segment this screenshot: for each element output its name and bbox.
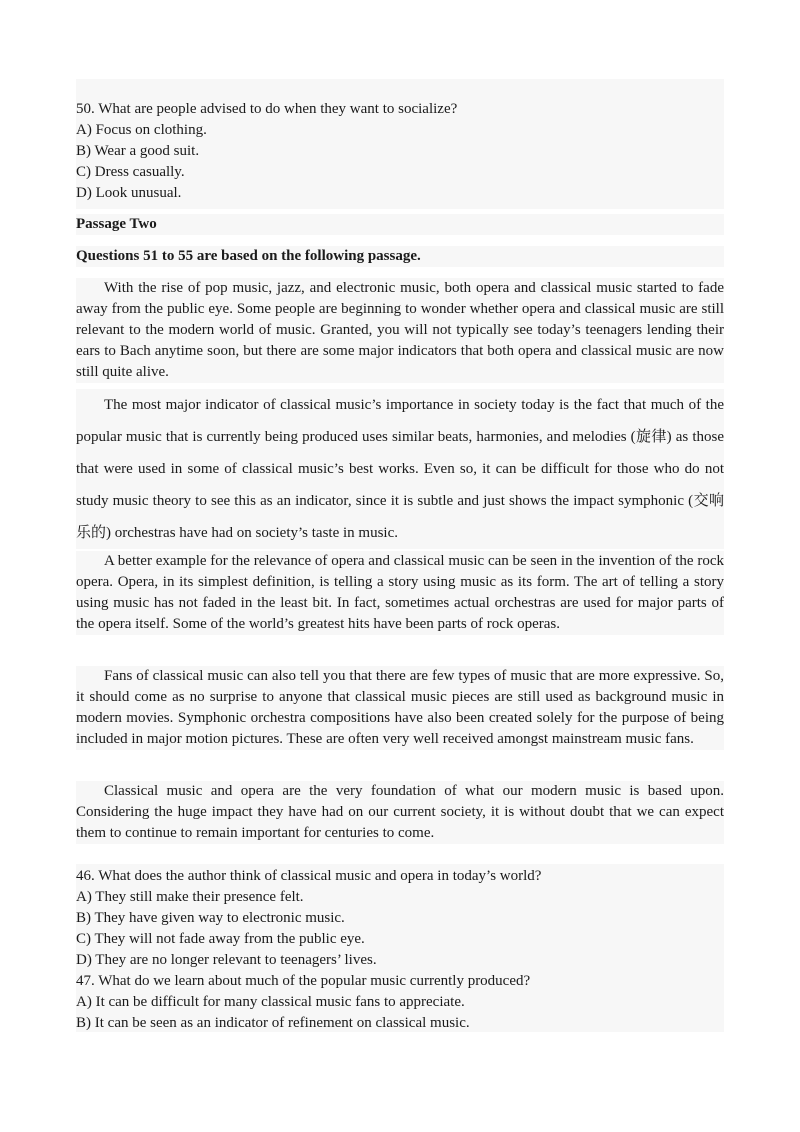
question-46-stem: 46. What does the author think of classical music and opera in today’s world?	[76, 868, 542, 884]
passage-paragraph-5: Classical music and opera are the very foundation of what our modern music is based upon. Considering the huge impact they have had on our current society, it is without doubt that we can expect them to continue to remain important for centuries to come.	[76, 781, 724, 844]
question-47-option-a: A) It can be difficult for many classical music fans to appreciate.	[76, 994, 465, 1010]
question-50-option-c: C) Dress casually.	[76, 164, 185, 180]
question-47-stem: 47. What do we learn about much of the popular music currently produced?	[76, 973, 531, 989]
question-50-option-b: B) Wear a good suit.	[76, 143, 200, 159]
question-46-option-b: B) They have given way to electronic music.	[76, 910, 345, 926]
question-50-option-a: A) Focus on clothing.	[76, 122, 207, 138]
question-50-option-d: D) Look unusual.	[76, 185, 182, 201]
questions-46-47-block	[76, 864, 724, 1032]
question-50-stem: 50. What are people advised to do when they want to socialize?	[76, 101, 458, 117]
question-47-option-b: B) It can be seen as an indicator of refinement on classical music.	[76, 1015, 470, 1031]
passage-instruction: Questions 51 to 55 are based on the following passage.	[76, 246, 724, 267]
passage-paragraph-3: A better example for the relevance of opera and classical music can be seen in the invention of the rock opera. Opera, in its simplest definition, is telling a story using music as its form. The art of telling a story using music has not faded in the least bit. In fact, sometimes actual orchestras are used for major parts of the opera itself. Some of the world’s greatest hits have been parts of rock operas.	[76, 551, 724, 635]
passage-paragraph-2: The most major indicator of classical music’s importance in society today is the fact that much of the popular music that is currently being produced uses similar beats, harmonies, and melodies (旋律) as those that were used in some of classical music’s best works. Even so, it can be difficult for those who do not study music theory to see this as an indicator, since it is subtle and just shows the impact symphonic (交响乐的) orchestras have had on society’s taste in music.	[76, 389, 724, 549]
question-50-block	[76, 79, 724, 209]
question-46-option-d: D) They are no longer relevant to teenagers’ lives.	[76, 952, 377, 968]
question-46-option-a: A) They still make their presence felt.	[76, 889, 304, 905]
question-46-option-c: C) They will not fade away from the public eye.	[76, 931, 365, 947]
passage-title: Passage Two	[76, 214, 724, 235]
passage-paragraph-4: Fans of classical music can also tell you that there are few types of music that are more expressive. So, it should come as no surprise to anyone that classical music pieces are still used as background music in modern movies. Symphonic orchestra compositions have also been created solely for the purpose of being included in major motion pictures. These are often very well received amongst mainstream music fans.	[76, 666, 724, 750]
passage-paragraph-1: With the rise of pop music, jazz, and electronic music, both opera and classical music started to fade away from the public eye. Some people are beginning to wonder whether opera and classical music are still relevant to the modern world of music. Granted, you will not typically see today’s teenagers lending their ears to Bach anytime soon, but there are some major indicators that both opera and classical music are now still quite alive.	[76, 278, 724, 383]
